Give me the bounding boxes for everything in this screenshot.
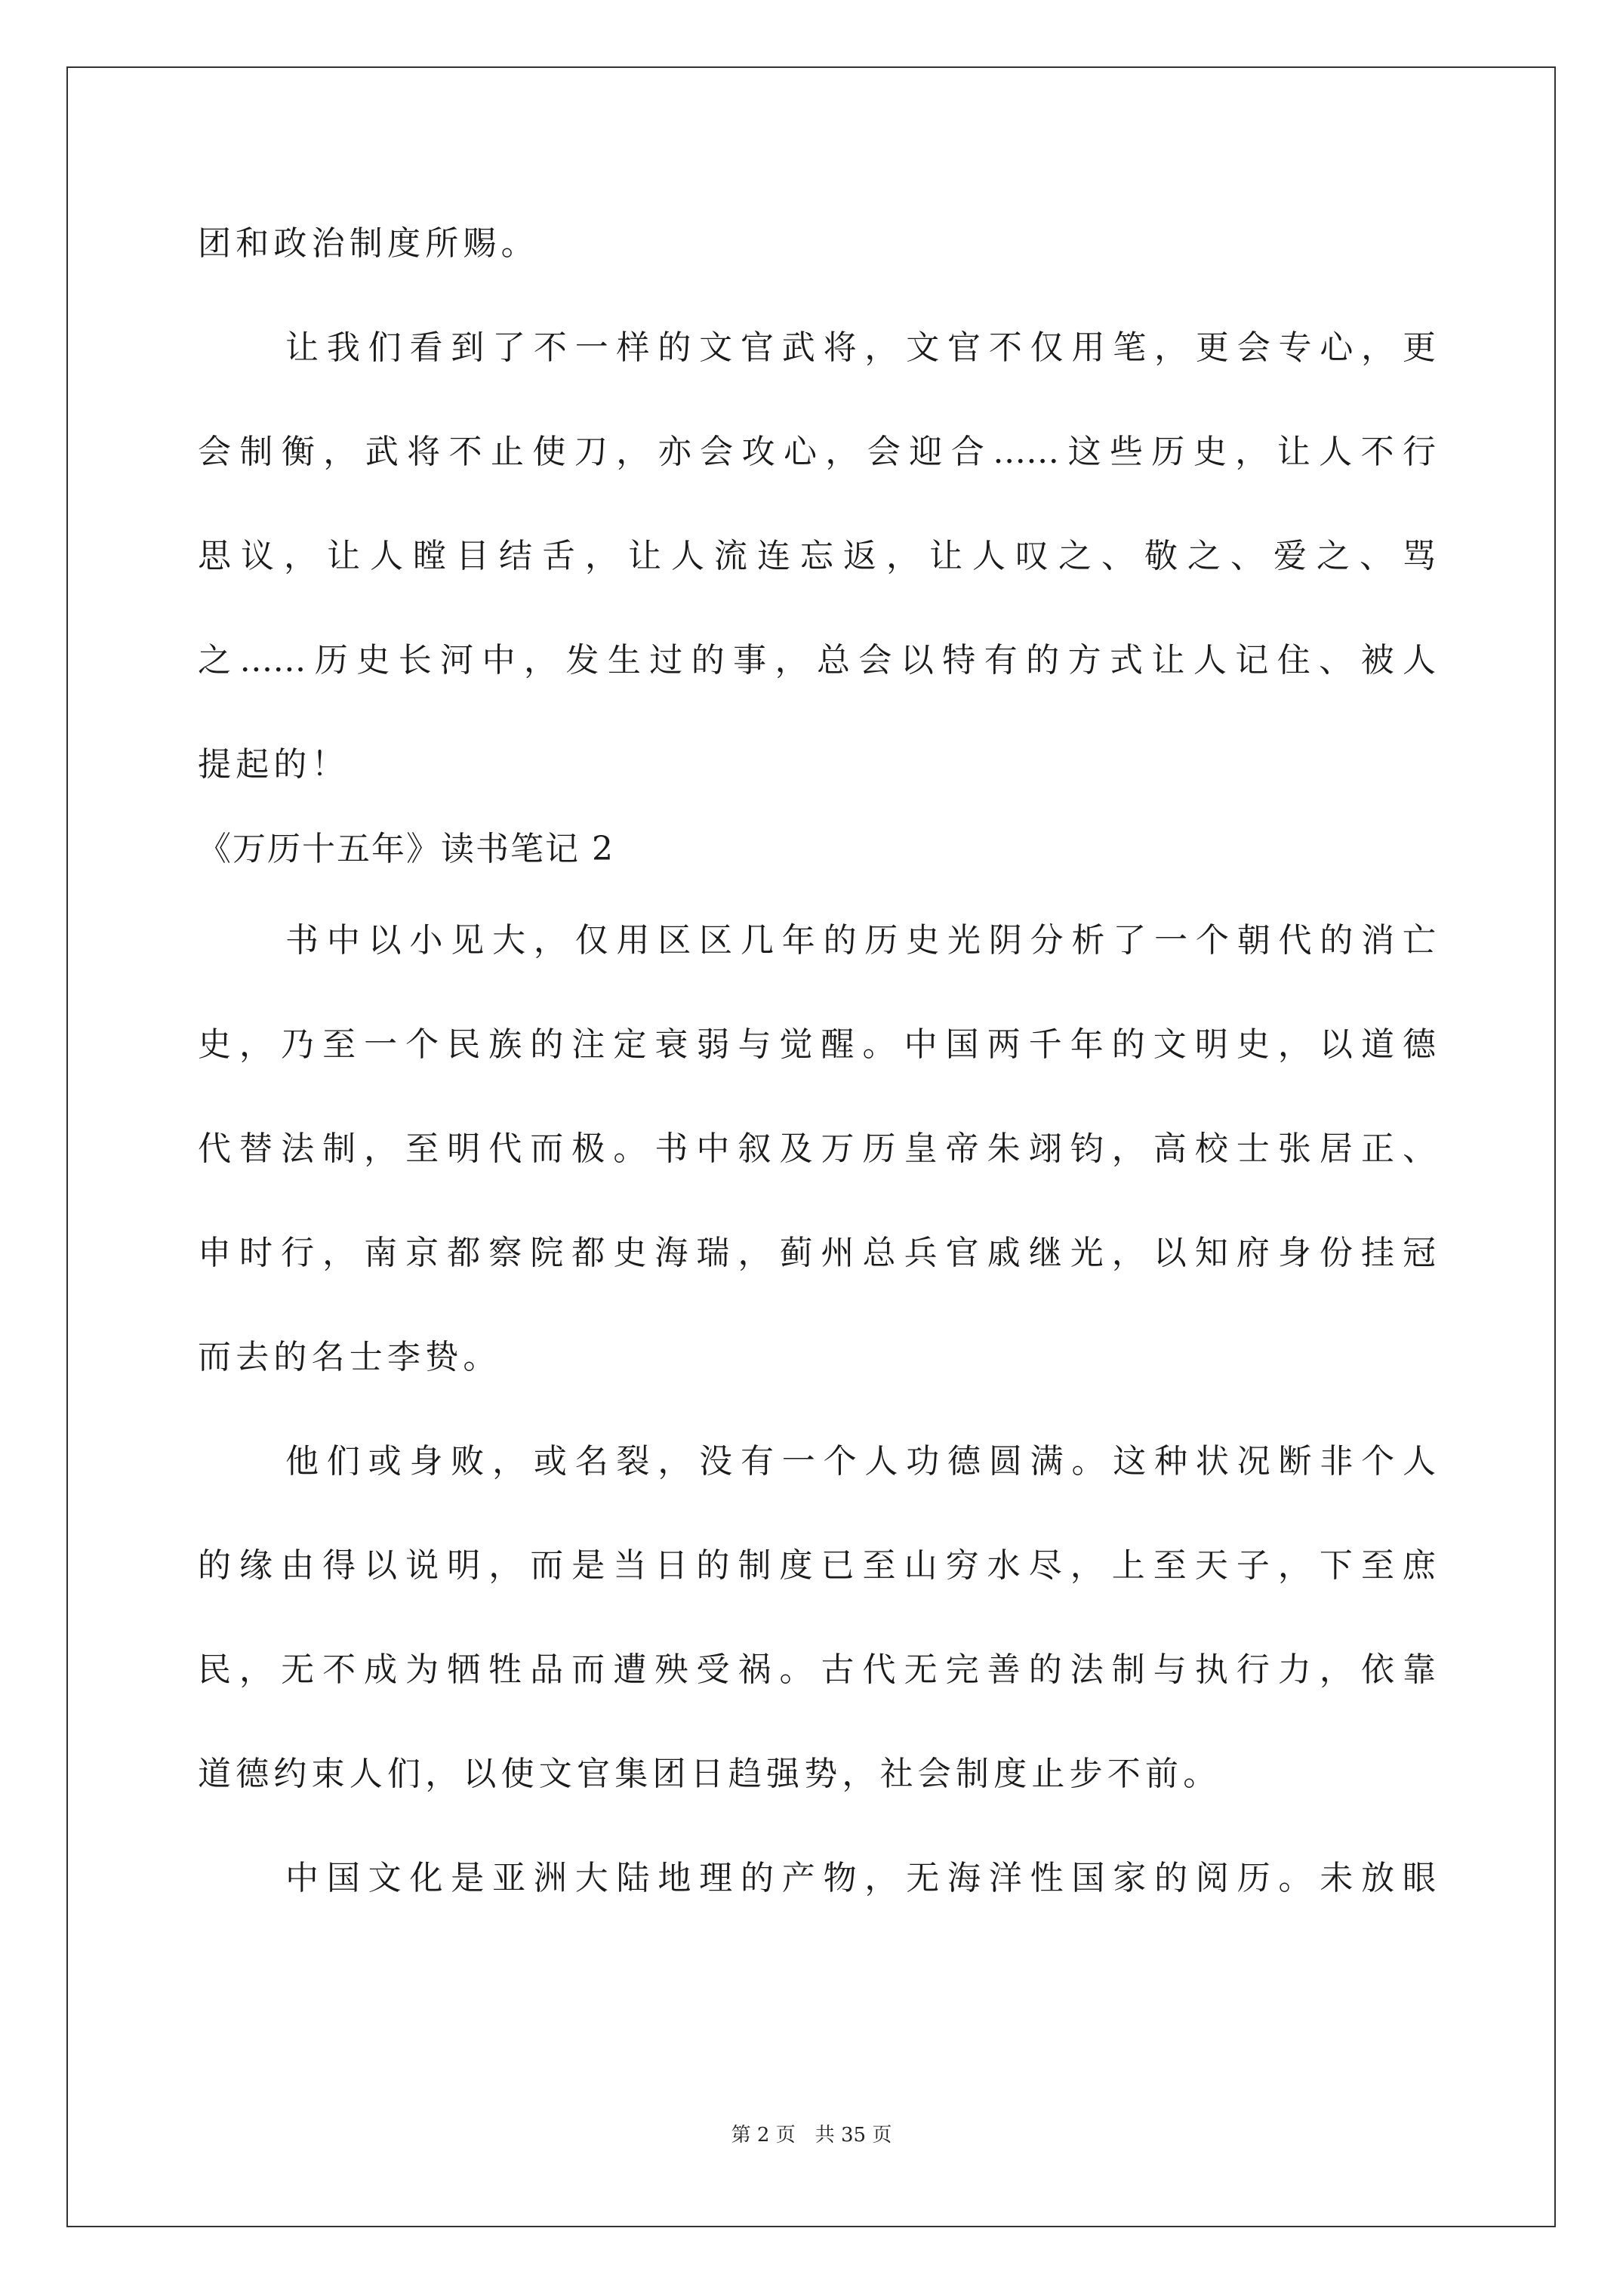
paragraph-first-line: 让我们看到了不一样的文官武将，文官不仅用笔，更会专心，更 xyxy=(285,328,1436,367)
text-line: 道德约束人们，以使文官集团日趋强势，社会制度止步不前。 xyxy=(198,1755,1221,1793)
paragraph-first-line: 书中以小见大，仅用区区几年的历史光阴分析了一个朝代的消亡 xyxy=(285,921,1436,960)
text-line: 民，无不成为牺牲品而遭殃受祸。古代无完善的法制与执行力，依靠 xyxy=(198,1650,1436,1689)
text-line: 的缘由得以说明，而是当日的制度已至山穷水尽，上至天子，下至庶 xyxy=(198,1546,1436,1585)
text-line: 申时行，南京都察院都史海瑞，蓟州总兵官戚继光，以知府身份挂冠 xyxy=(198,1234,1436,1272)
text-line: 会制衡，武将不止使刀，亦会攻心，会迎合……这些历史，让人不行 xyxy=(198,433,1436,471)
text-line: 之……历史长河中，发生过的事，总会以特有的方式让人记住、被人 xyxy=(198,641,1436,680)
text-line: 史，乃至一个民族的注定衰弱与觉醒。中国两千年的文明史，以道德 xyxy=(198,1025,1436,1064)
text-line: 思议，让人瞠目结舌，让人流连忘返，让人叹之、敬之、爱之、骂 xyxy=(198,537,1436,575)
text-line: 团和政治制度所赐。 xyxy=(198,224,539,263)
page-number-footer: 第 2 页 共 35 页 xyxy=(731,2124,892,2147)
text-line: 提起的！ xyxy=(198,745,350,784)
text-line: 代替法制，至明代而极。书中叙及万历皇帝朱翊钧，高校士张居正、 xyxy=(198,1130,1436,1168)
section-heading: 《万历十五年》读书笔记 2 xyxy=(198,830,614,868)
paragraph-first-line: 中国文化是亚洲大陆地理的产物，无海洋性国家的阅历。未放眼 xyxy=(285,1859,1436,1897)
text-line: 而去的名士李贽。 xyxy=(198,1338,501,1376)
paragraph-first-line: 他们或身败，或名裂，没有一个人功德圆满。这种状况断非个人 xyxy=(285,1442,1436,1481)
